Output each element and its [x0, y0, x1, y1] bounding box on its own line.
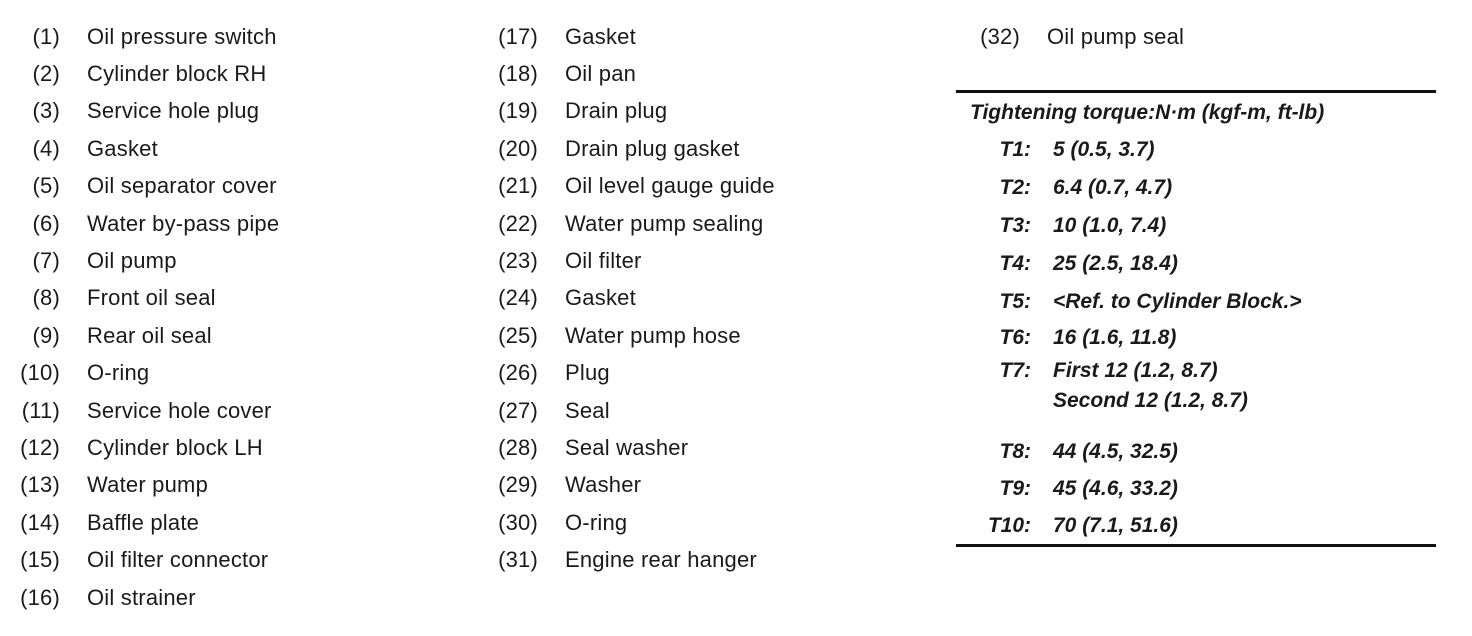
parts-column-3 [974, 18, 1184, 55]
part-number: (21) [498, 173, 538, 199]
part-number: (2) [32, 61, 60, 87]
part-label: Seal [565, 397, 610, 423]
torque-value [1053, 252, 1178, 276]
part-label: Oil filter connector [87, 547, 269, 573]
part-label: Washer [565, 472, 642, 498]
part-number: (24) [498, 285, 538, 311]
torque-value-line: 44 (4.5, 32.5) [1053, 439, 1178, 463]
torque-value-line: 45 (4.6, 33.2) [1053, 476, 1178, 500]
part-list-item [14, 541, 279, 578]
part-list-item [14, 467, 279, 504]
torque-key: T5: [999, 290, 1031, 313]
part-list-item [14, 55, 279, 92]
part-label: Drain plug [565, 98, 668, 124]
part-list-item [492, 317, 775, 354]
parts-column-1 [14, 18, 279, 616]
part-number: (15) [20, 547, 60, 573]
part-label: Service hole cover [87, 397, 272, 423]
part-list-item [14, 280, 279, 317]
torque-value [1053, 440, 1178, 464]
part-label: Oil separator cover [87, 173, 277, 199]
part-number: (5) [32, 173, 60, 199]
part-list-item [492, 55, 775, 92]
part-list-item [14, 392, 279, 429]
part-number: (9) [32, 322, 60, 348]
torque-key: T2: [999, 176, 1031, 199]
part-number: (32) [980, 23, 1020, 49]
torque-value-line: 10 (1.0, 7.4) [1053, 214, 1167, 237]
torque-value-line: <Ref. to Cylinder Block.> [1053, 290, 1302, 313]
part-label: Water pump hose [565, 322, 741, 348]
torque-row [956, 507, 1436, 544]
part-label: Cylinder block RH [87, 61, 267, 87]
part-label: Oil pan [565, 61, 637, 87]
torque-value-line: 16 (1.6, 11.8) [1053, 326, 1177, 349]
torque-key: T1: [999, 138, 1031, 161]
part-list-item [492, 93, 775, 130]
part-number: (19) [498, 98, 538, 124]
torque-value-line: 70 (7.1, 51.6) [1053, 513, 1178, 537]
torque-value-line: Second 12 (1.2, 8.7) [1053, 389, 1248, 412]
part-number: (25) [498, 322, 538, 348]
torque-value [1053, 514, 1178, 538]
part-label: O-ring [87, 360, 150, 386]
part-list-item [974, 18, 1184, 55]
part-number: (4) [32, 135, 60, 161]
torque-value-line: 6.4 (0.7, 4.7) [1053, 176, 1173, 199]
part-label: Service hole plug [87, 98, 260, 124]
part-label: Gasket [565, 23, 636, 49]
torque-value [1053, 290, 1302, 314]
part-list-item [14, 242, 279, 279]
torque-key: T4: [999, 252, 1031, 275]
part-list-item [492, 355, 775, 392]
torque-value [1053, 138, 1155, 162]
torque-value [1053, 477, 1178, 501]
part-number: (30) [498, 509, 538, 535]
torque-value-line: 5 (0.5, 3.7) [1053, 138, 1155, 161]
part-list-item [492, 541, 775, 578]
torque-row [956, 169, 1436, 207]
part-number: (13) [20, 472, 60, 498]
part-number: (10) [20, 360, 60, 386]
part-list-item [14, 93, 279, 130]
part-number: (8) [32, 285, 60, 311]
part-number: (20) [498, 135, 538, 161]
part-label: Rear oil seal [87, 322, 212, 348]
torque-key: T10: [987, 513, 1031, 537]
part-label: Baffle plate [87, 509, 200, 535]
part-list-item [492, 168, 775, 205]
part-number: (23) [498, 248, 538, 274]
torque-value [1053, 214, 1166, 238]
part-list-item [492, 242, 775, 279]
part-list-item [14, 317, 279, 354]
part-list-item [14, 579, 279, 616]
part-number: (7) [32, 248, 60, 274]
part-number: (29) [498, 472, 538, 498]
part-number: (17) [498, 23, 538, 49]
torque-row [956, 355, 1436, 433]
part-number: (11) [21, 397, 60, 423]
torque-key: T8: [999, 439, 1031, 463]
part-number: (22) [498, 210, 538, 236]
torque-row [956, 433, 1436, 470]
part-label: Engine rear hanger [565, 547, 757, 573]
part-label: Oil level gauge guide [565, 173, 775, 199]
part-number: (16) [20, 584, 60, 610]
part-list-item [14, 130, 279, 167]
part-label: Water pump [87, 472, 209, 498]
part-label: Oil pump seal [1047, 23, 1185, 49]
part-label: Oil filter [565, 248, 642, 274]
part-number: (28) [498, 434, 538, 460]
part-label: Drain plug gasket [565, 135, 740, 161]
part-number: (26) [498, 360, 538, 386]
part-list-item [14, 355, 279, 392]
part-list-item [14, 205, 279, 242]
torque-value [1053, 326, 1176, 350]
torque-key: T3: [999, 214, 1031, 237]
part-label: Cylinder block LH [87, 434, 263, 460]
part-list-item [492, 467, 775, 504]
torque-key: T7: [999, 359, 1031, 382]
part-label: Gasket [565, 285, 636, 311]
part-list-item [492, 280, 775, 317]
torque-key: T9: [999, 476, 1031, 500]
part-label: Water by-pass pipe [87, 210, 280, 236]
part-list-item [492, 205, 775, 242]
torque-title: Tightening torque:N·m (kgf-m, ft-lb) [970, 101, 1325, 124]
part-number: (31) [498, 547, 538, 573]
torque-row [956, 245, 1436, 283]
tightening-torque-table [956, 90, 1436, 547]
torque-row [956, 207, 1436, 245]
torque-row [956, 283, 1436, 321]
part-list-item [492, 18, 775, 55]
torque-row [956, 321, 1436, 355]
torque-row [956, 470, 1436, 507]
part-label: Gasket [87, 135, 158, 161]
part-number: (12) [20, 434, 60, 460]
part-list-item [14, 18, 279, 55]
part-label: Oil pressure switch [87, 23, 277, 49]
part-list-item [14, 168, 279, 205]
part-list-item [492, 429, 775, 466]
part-list-item [492, 392, 775, 429]
part-number: (27) [498, 397, 538, 423]
torque-value-line: 25 (2.5, 18.4) [1053, 252, 1178, 275]
part-label: O-ring [565, 509, 628, 535]
part-list-item [14, 429, 279, 466]
part-number: (3) [32, 98, 60, 124]
torque-row [956, 131, 1436, 169]
part-label: Plug [565, 360, 610, 386]
parts-column-2 [492, 18, 775, 579]
part-label: Oil strainer [87, 584, 196, 610]
part-label: Oil pump [87, 248, 177, 274]
part-label: Water pump sealing [565, 210, 764, 236]
part-number: (6) [32, 210, 60, 236]
part-number: (14) [20, 509, 60, 535]
part-label: Seal washer [565, 434, 689, 460]
torque-value [1053, 176, 1172, 200]
torque-value-line: First 12 (1.2, 8.7) [1053, 359, 1218, 382]
part-number: (1) [32, 23, 60, 49]
part-label: Front oil seal [87, 285, 216, 311]
part-number: (18) [498, 61, 538, 87]
part-list-item [14, 504, 279, 541]
part-list-item [492, 130, 775, 167]
part-list-item [492, 504, 775, 541]
torque-rows [956, 131, 1436, 544]
torque-key: T6: [999, 326, 1031, 349]
torque-value [1053, 359, 1248, 413]
